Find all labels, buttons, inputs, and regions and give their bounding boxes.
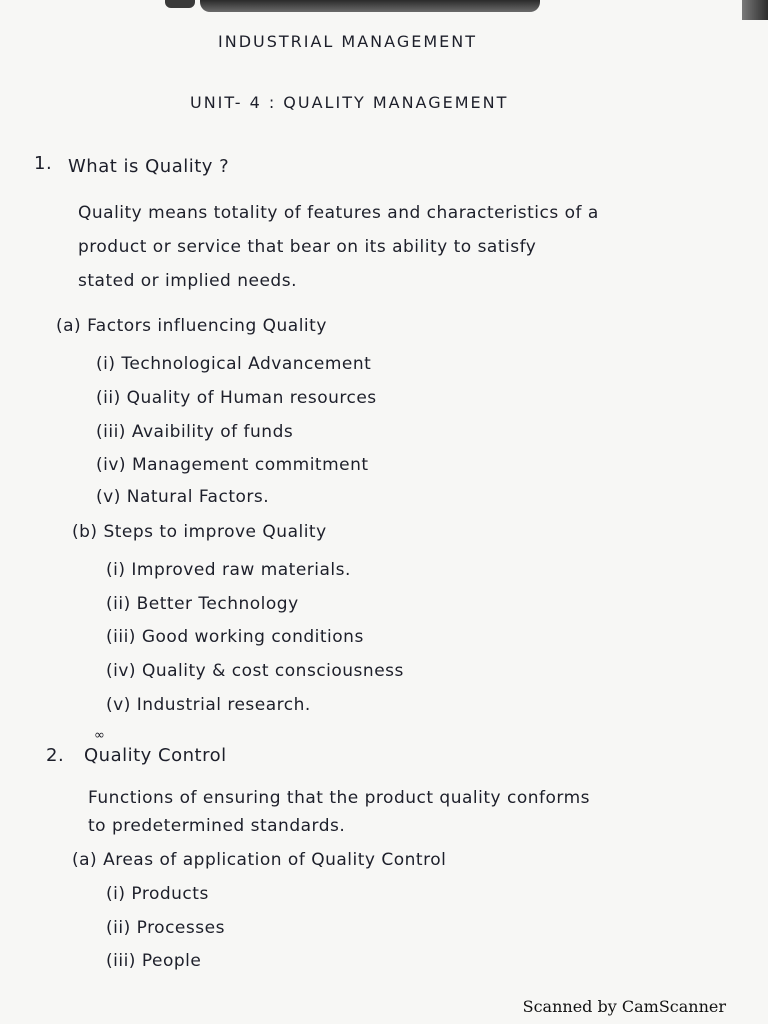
section-1-heading: What is Quality ? <box>68 156 230 177</box>
areas-heading: (a) Areas of application of Quality Control <box>72 850 447 870</box>
factor-item-1: (i) Technological Advancement <box>96 354 372 374</box>
infinity-mark-icon: ∞ <box>94 728 105 743</box>
binder-clip <box>200 0 540 12</box>
page-edge-shadow <box>742 0 768 20</box>
factor-item-4: (iv) Management commitment <box>96 455 369 475</box>
step-item-5: (v) Industrial research. <box>106 695 311 715</box>
step-item-1: (i) Improved raw materials. <box>106 560 351 580</box>
step-item-2: (ii) Better Technology <box>106 594 299 614</box>
factor-item-3: (iii) Avaibility of funds <box>96 422 294 442</box>
definition-line-2: product or service that bear on its ability to satisfy <box>78 237 537 257</box>
section-2-number: 2. <box>46 745 65 766</box>
step-item-4: (iv) Quality & cost consciousness <box>106 661 404 681</box>
binder-clip-left <box>165 0 195 8</box>
qc-definition-line-1: Functions of ensuring that the product quality conforms <box>88 788 590 808</box>
step-item-3: (iii) Good working conditions <box>106 627 364 647</box>
definition-line-3: stated or implied needs. <box>78 271 297 291</box>
definition-line-1: Quality means totality of features and characteristics of a <box>78 203 599 223</box>
area-item-1: (i) Products <box>106 884 209 904</box>
unit-title: UNIT- 4 : QUALITY MANAGEMENT <box>190 93 509 112</box>
factor-item-2: (ii) Quality of Human resources <box>96 388 377 408</box>
area-item-3: (iii) People <box>106 951 202 971</box>
factor-item-5: (v) Natural Factors. <box>96 487 270 507</box>
section-2-heading: Quality Control <box>84 745 227 766</box>
steps-heading: (b) Steps to improve Quality <box>72 522 327 542</box>
factors-heading: (a) Factors influencing Quality <box>56 316 327 336</box>
page-title: INDUSTRIAL MANAGEMENT <box>218 32 477 51</box>
area-item-2: (ii) Processes <box>106 918 225 938</box>
scanner-watermark: Scanned by CamScanner <box>522 997 726 1016</box>
section-1-number: 1. <box>34 153 53 174</box>
qc-definition-line-2: to predetermined standards. <box>88 816 346 836</box>
